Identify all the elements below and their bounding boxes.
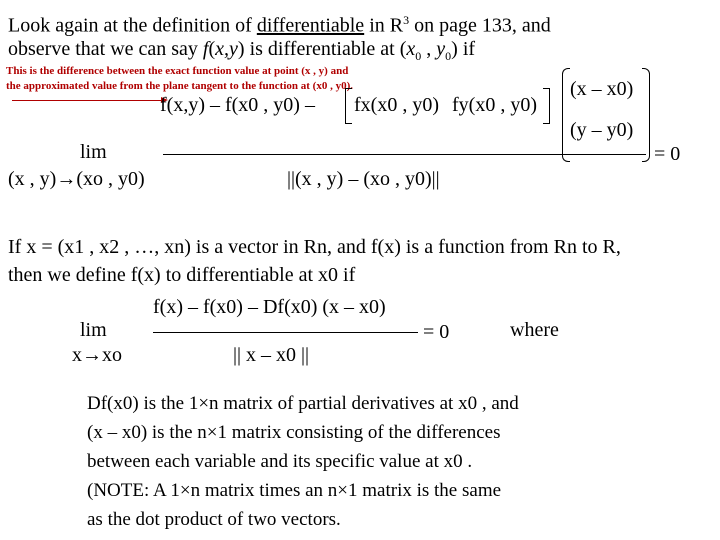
para2-line-2: then we define f(x) to differentiable at x0 if	[8, 264, 356, 286]
formula1-fx: fx(x0 , y0)	[354, 94, 439, 116]
intro-line-1: Look again at the definition of differentiable in $R^3$ on page 133, and	[8, 13, 551, 37]
para3-line-2: (x – x0) is the n×1 matrix consisting of the differences	[87, 422, 501, 443]
para3-line-4: (NOTE: A 1×n matrix times an n×1 matrix is the same	[87, 480, 502, 501]
formula1-vector-bracket-right	[642, 68, 650, 162]
formula2-lim-under: x→xo	[72, 344, 122, 366]
formula1-fraction-bar	[163, 154, 646, 155]
intro-line-2: observe that we can say f(x,y) is differentiable at ($x_0$ , $y_0$) if	[8, 38, 476, 63]
formula1-numerator: f(x,y) – f(x0 , y0) –	[160, 94, 315, 116]
formula2-equals: = 0	[423, 321, 450, 343]
formula1-fy: fy(x0 , y0)	[452, 94, 537, 116]
formula1-vector-bracket-left	[562, 68, 570, 162]
formula2-denominator: || x – x0 ||	[233, 344, 310, 366]
formula1-equals: = 0	[654, 143, 681, 165]
formula2-lim: lim	[80, 319, 107, 341]
formula2-fraction-bar	[153, 332, 418, 333]
formula1-bracket-left	[345, 88, 352, 124]
annotation-line-2: the approximated value from the plane tangent to the function at (x0 , y0).	[6, 80, 353, 92]
para3-line-3: between each variable and its specific value at x0 .	[87, 451, 473, 472]
formula1-lim-under: (x , y)→(xo , y0)	[8, 168, 145, 190]
formula1-lim: lim	[80, 141, 107, 163]
formula1-vector-bottom: (y – y0)	[570, 119, 634, 141]
annotation-arrow	[12, 100, 162, 101]
para2-line-1: If x = (x1 , x2 , …, xn) is a vector in Rn, and f(x) is a function from Rn to R,	[8, 236, 621, 258]
formula1-bracket-right	[543, 88, 550, 124]
para3-line-1: Df(x0) is the 1×n matrix of partial derivatives at x0 , and	[87, 393, 519, 414]
formula1-vector-top: (x – x0)	[570, 78, 634, 100]
formula1-denominator: ||(x , y) – (xo , y0)||	[287, 168, 440, 190]
formula2-numerator: f(x) – f(x0) – Df(x0) (x – x0)	[153, 296, 386, 318]
formula2-where: where	[510, 319, 559, 341]
para3-line-5: as the dot product of two vectors.	[87, 509, 341, 530]
annotation-line-1: This is the difference between the exact function value at point (x , y) and	[6, 65, 349, 77]
